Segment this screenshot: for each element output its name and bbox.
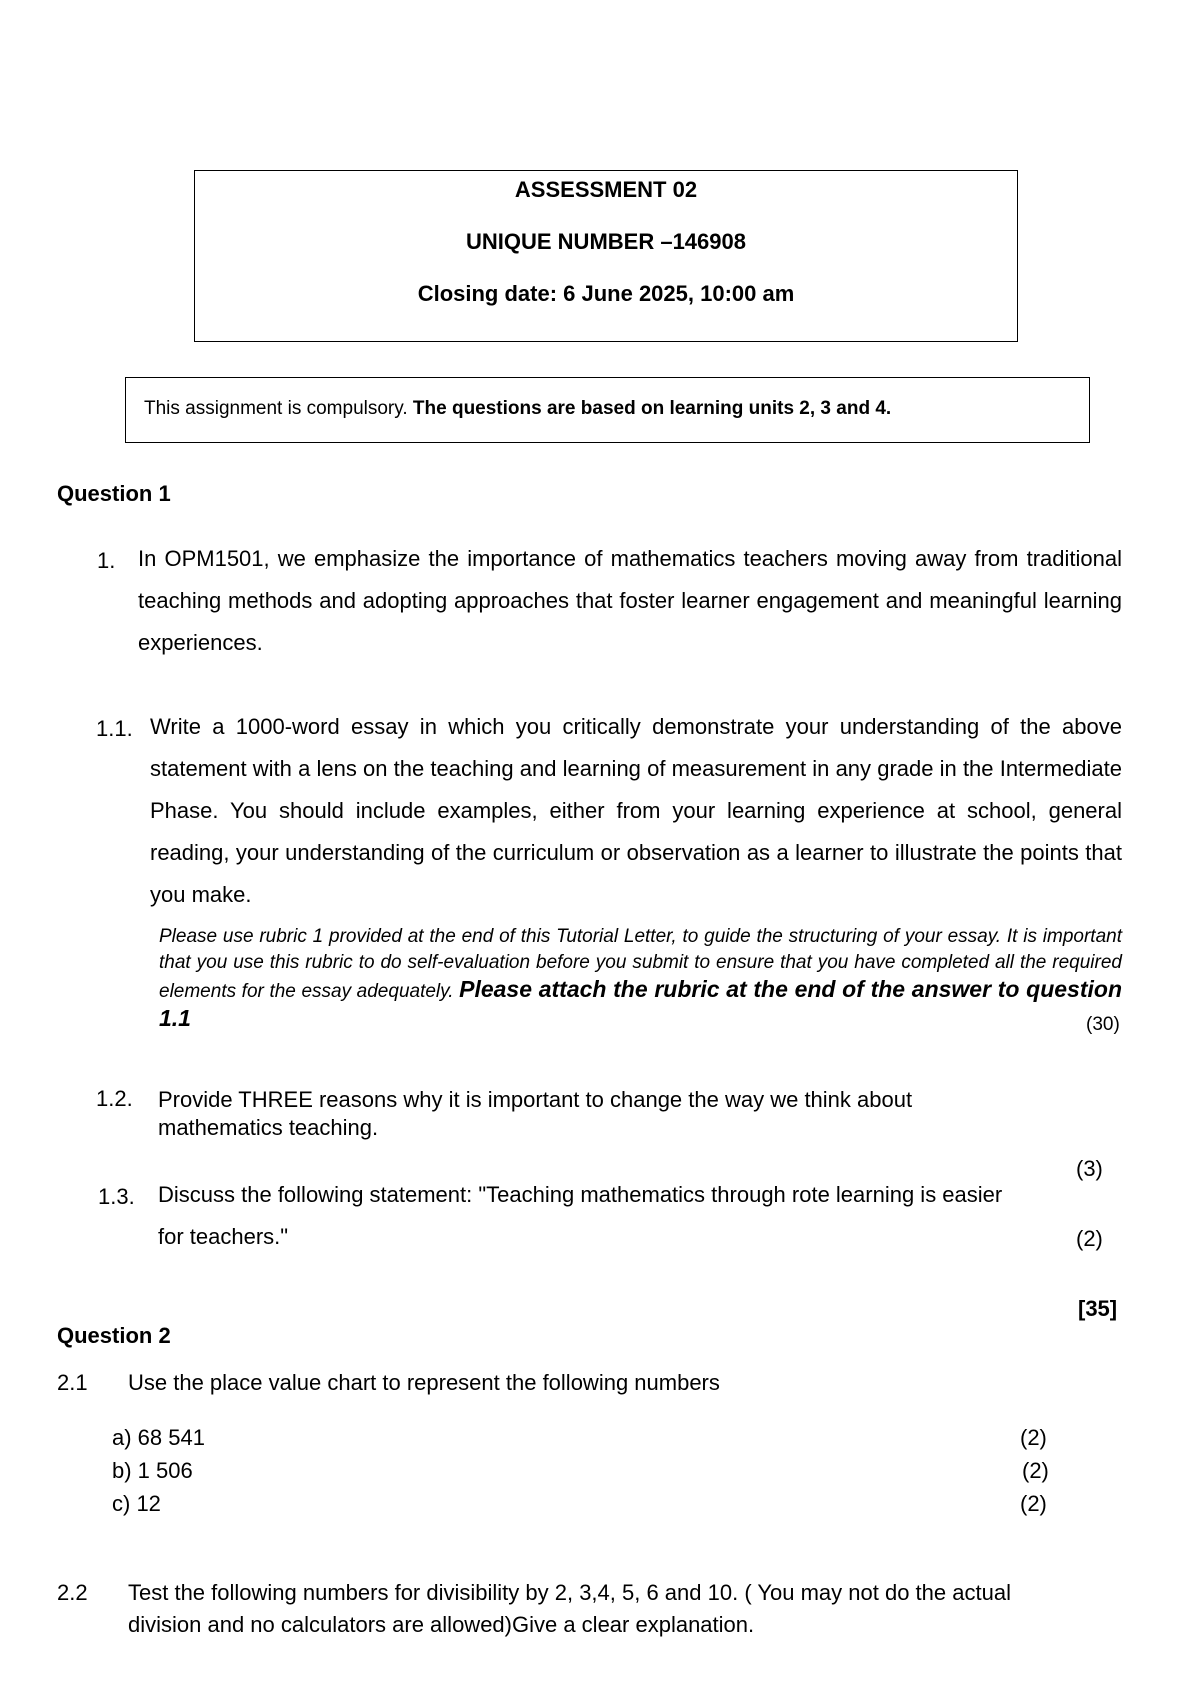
assessment-title: ASSESSMENT 02 [514,177,698,202]
q2-2-number: 2.2 [57,1580,88,1605]
q2-1-item-c-marks: (2) [1020,1491,1047,1516]
q2-1-item-b-marks: (2) [1022,1458,1049,1483]
q1-1-attach-text: Please attach the rubric at the end of the answer to question 1.1 [159,976,1122,1031]
question-1-total: [35] [1078,1296,1118,1321]
question-1-heading: Question 1 [57,481,171,506]
q2-2-text-line1: Test the following numbers for divisibility by 2, 3,4, 5, 6 and 10. ( You may not do the actual [128,1580,1011,1605]
q1-3-text: Discuss the following statement: "Teaching mathematics through rote learning is easier for teachers." [158,1182,1003,1249]
q2-1-item-c: c) 12 [112,1491,161,1516]
q1-1-body: Write a 1000-word essay in which you critically demonstrate your understanding of the above statement with a lens on the teaching and learning of measurement in any grade in the Intermediate Phase. You should include examples, either from your learning experience at school, general reading, your understanding of the curriculum or observation as a learner to illustrate the points that you make. [150,714,1122,907]
q1-1-text [150,706,1122,916]
q1-1-number: 1.1. [96,716,133,741]
notice-plain-text: This assignment is compulsory. [144,398,408,419]
q1-statement: In OPM1501, we emphasize the importance of mathematics teachers moving away from traditional teaching methods and adopting approaches that foster learner engagement and meaningful learning experiences. [138,546,1122,655]
q2-1-item-a-marks: (2) [1020,1425,1047,1450]
q2-1-number: 2.1 [57,1370,88,1395]
q1-2-number: 1.2. [96,1086,133,1111]
q2-1-item-a: a) 68 541 [112,1425,205,1450]
q1-3-marks: (2) [1076,1226,1103,1251]
q2-1-item-b: b) 1 506 [112,1458,193,1483]
q1-1-rubric-note [159,924,1122,1034]
q2-2-text-line2: division and no calculators are allowed)Give a clear explanation. [128,1612,755,1637]
q1-1-note-text: Please use rubric 1 provided at the end of this Tutorial Letter, to guide the structuring of your essay. It is important that you use this rubric to do self-evaluation before you submit to ensure that you have completed all the required elements for the essay adequately. [159,926,1122,1002]
notice-bold-text: The questions are based on learning units 2, 3 and 4. [412,398,892,419]
assessment-header-box [194,170,1018,342]
q1-item-number: 1. [97,548,116,573]
question-2-heading: Question 2 [57,1323,171,1348]
q1-2-text: Provide THREE reasons why it is important to change the way we think about mathematics teaching. [158,1087,913,1140]
q1-1-marks: (30) [1086,1014,1120,1035]
q1-3-number: 1.3. [98,1184,135,1209]
q2-1-text: Use the place value chart to represent the following numbers [128,1370,720,1395]
closing-date: Closing date: 6 June 2025, 10:00 am [417,281,795,306]
compulsory-notice-box [125,377,1090,443]
unique-number: UNIQUE NUMBER –146908 [466,229,746,254]
q1-2-marks: (3) [1076,1156,1103,1181]
